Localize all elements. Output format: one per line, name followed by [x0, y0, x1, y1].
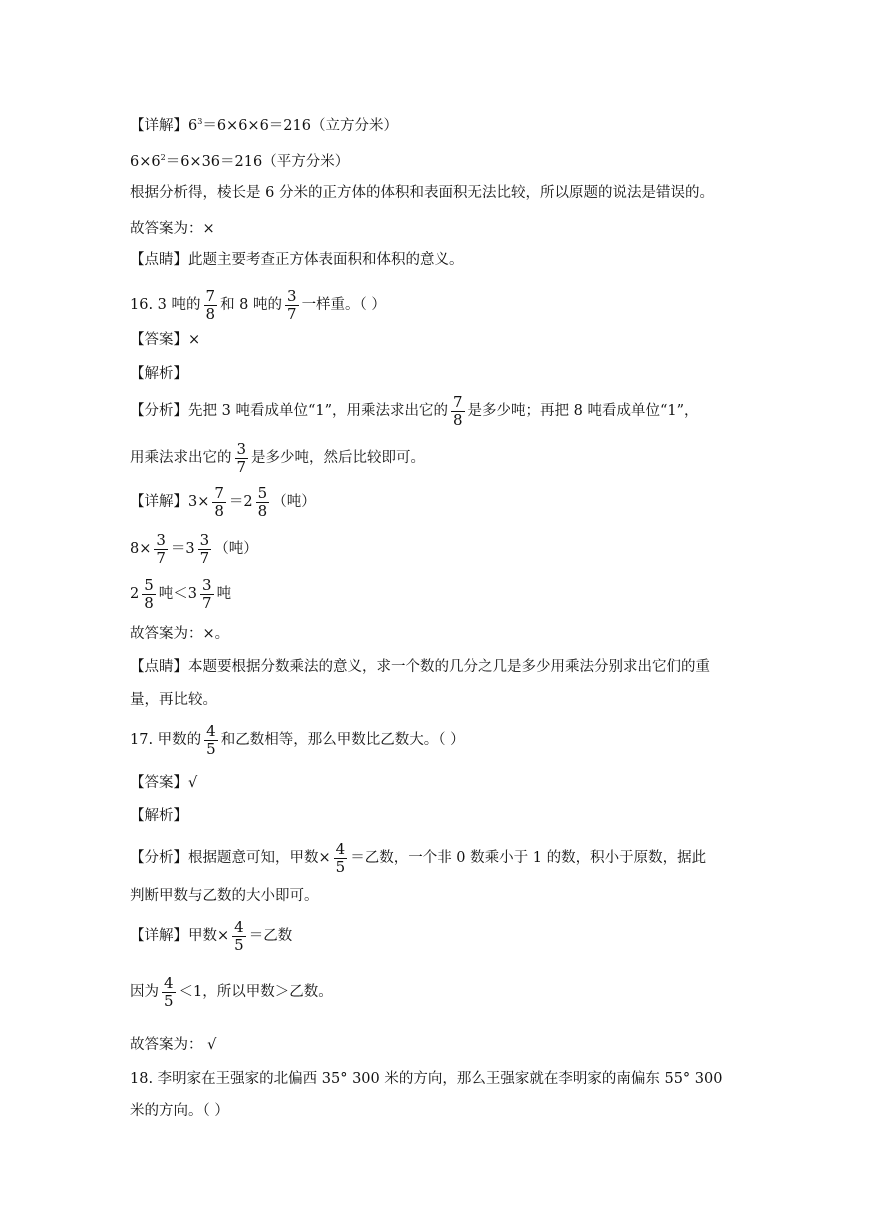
q17-analysis-2: 判断甲数与乙数的大小即可。 [130, 888, 319, 904]
q16-detail-1: 【详解】3× $\frac{7}{8}$ ＝2 $\frac{5}{8}$ （吨） [130, 483, 316, 520]
fraction: $\frac{3}{7}$ [287, 286, 297, 323]
q17-analysis-1: 【分析】根据题意可知，甲数× $\frac{4}{5}$ ＝乙数，一个非 0 数乘小于 1 的数，积小于原数，据此 [130, 839, 707, 876]
q16-jiexi: 【解析】 [130, 366, 188, 382]
fraction: $\frac{5}{8}$ [144, 575, 154, 612]
q16-detail-2: 8× $\frac{3}{7}$ ＝3 $\frac{3}{7}$ （吨） [130, 530, 258, 567]
q17-conclusion: 故答案为： √ [130, 1037, 217, 1053]
fraction: $\frac{4}{5}$ [234, 917, 244, 954]
q16-analysis-1: 【分析】先把 3 吨看成单位“1”，用乘法求出它的 $\frac{7}{8}$ 是多少吨；再把 8 吨看成单位“1”， [130, 392, 699, 429]
fraction: $\frac{4}{5}$ [164, 973, 174, 1010]
q15-comment: 【点睛】此题主要考查正方体表面积和体积的意义。 [130, 252, 464, 268]
fraction: $\frac{3}{7}$ [156, 530, 166, 567]
q18-question-1: 18. 李明家在王强家的北偏西 35° 300 米的方向，那么王强家就在李明家的南偏东 55° 300 [130, 1071, 723, 1087]
exponent: 3 [197, 117, 203, 126]
fraction: $\frac{7}{8}$ [205, 286, 216, 323]
fraction: $\frac{3}{7}$ [236, 439, 247, 476]
exponent: 2 [160, 153, 166, 162]
q15-analysis: 根据分析得，棱长是 6 分米的正方体的体积和表面积无法比较，所以原题的说法是错误的。 [130, 185, 714, 201]
fraction: $\frac{4}{5}$ [335, 839, 346, 876]
q16-conclusion: 故答案为：×。 [130, 626, 230, 642]
fraction: $\frac{3}{7}$ [199, 530, 210, 567]
q15-volume-line: 【详解】$6^3=6\times 6\times 6=216$（立方分米） [130, 117, 398, 134]
q16-question: 16. 3 吨的 $\frac{7}{8}$ 和 8 吨的 $\frac{3}{7}$ 一样重。（ ） [130, 286, 386, 323]
detail-tag: 【详解】 [130, 118, 188, 134]
q18-question-2: 米的方向。（ ） [130, 1103, 229, 1119]
fraction: $\frac{7}{8}$ [214, 483, 224, 520]
fraction: $\frac{7}{8}$ [453, 392, 463, 429]
q16-analysis-2: 用乘法求出它的 $\frac{3}{7}$ 是多少吨，然后比较即可。 [130, 439, 426, 476]
fraction: $\frac{3}{7}$ [202, 575, 212, 612]
q15-conclusion: 故答案为：× [130, 221, 215, 237]
q15-area-line: $6\times 6^2=6\times 36=216$（平方分米） [130, 153, 350, 170]
q17-question: 17. 甲数的 $\frac{4}{5}$ 和乙数相等，那么甲数比乙数大。（ ） [130, 721, 465, 758]
fraction: $\frac{4}{5}$ [206, 721, 216, 758]
q17-jiexi: 【解析】 [130, 808, 188, 824]
q16-compare: 2 $\frac{5}{8}$ 吨＜3 $\frac{3}{7}$ 吨 [130, 575, 232, 612]
q16-answer: 【答案】× [130, 332, 201, 348]
fraction: $\frac{5}{8}$ [257, 483, 268, 520]
q17-reason: 因为 $\frac{4}{5}$ ＜1，所以甲数＞乙数。 [130, 973, 333, 1010]
q16-comment-1: 【点睛】本题要根据分数乘法的意义，求一个数的几分之几是多少用乘法分别求出它们的重 [130, 659, 710, 675]
q17-answer: 【答案】√ [130, 775, 198, 791]
q17-detail: 【详解】甲数× $\frac{4}{5}$ ＝乙数 [130, 917, 293, 954]
q16-comment-2: 量，再比较。 [130, 692, 217, 708]
